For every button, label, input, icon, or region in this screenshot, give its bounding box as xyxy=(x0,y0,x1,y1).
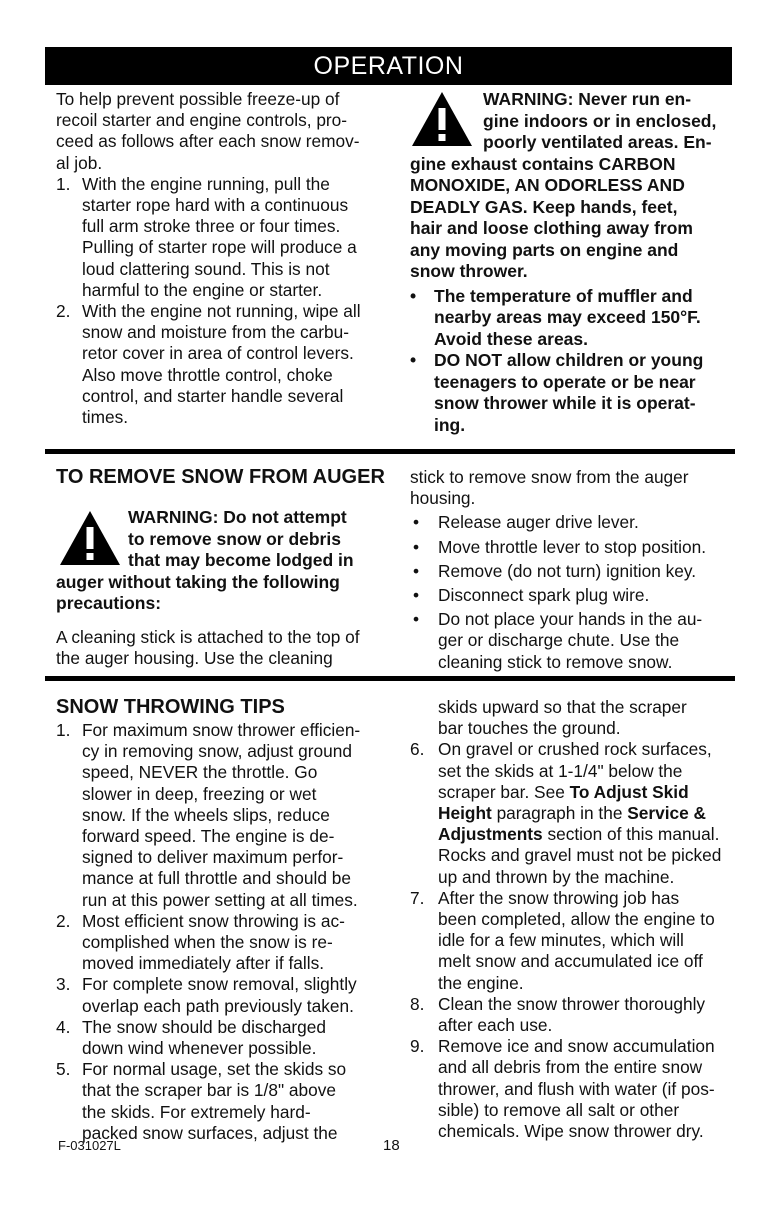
list-item: 6. On gravel or crushed rock surfaces, set the skids at 1-1/4" below the scraper bar. See To Adjust Skid Height paragraph in the Service & Adjustments section of this manual. Rocks and gravel must not be picked up and thrown by the machine. xyxy=(410,739,722,887)
document-code: F-031027L xyxy=(58,1138,121,1153)
freeze-section xyxy=(56,89,396,428)
list-item: 3. For complete snow removal, slightly overlap each path previously taken. xyxy=(56,974,357,1016)
auger-col2: stick to remove snow from the auger housing. • Release auger drive lever. • Move throttle lever to stop position. • Remove (do not turn) ignition key. • Disconnect spark plug wire. • Do not place your hands in the au- ger or discharge chute. Use the cleaning stick to remove snow. xyxy=(410,467,740,673)
warning-auger: WARNING: Do not attempt to remove snow or debris that may become lodged in auger without taking the following precautions: xyxy=(56,507,354,613)
list-item: 8. Clean the snow thrower thoroughly after each use. xyxy=(410,993,706,1036)
tips-left xyxy=(56,720,396,1144)
list-item: • Remove (do not turn) ignition key. xyxy=(413,560,697,581)
list-item: 2. Most efficient snow throwing is ac- complished when the snow is re- moved immediately after if falls. xyxy=(56,910,345,974)
list-item: 1. For maximum snow thrower efficien- cy in removing snow, adjust ground speed, NEVER the throttle. Go slower in deep, freezing or wet snow. If the wheels slips, reduce forward speed. The engine is de- signed to deliver maximum perfor- mance at full throttle and should be run at this power setting at all times. xyxy=(56,720,361,910)
page-number: 18 xyxy=(383,1137,400,1154)
freeze-steps xyxy=(56,174,396,428)
auger-paragraph: A cleaning stick is attached to the top of the auger housing. Use the cleaning xyxy=(56,627,360,669)
warning-engine: WARNING: Never run en- gine indoors or in enclosed, poorly ventilated areas. En- gine exhaust contains CARBON MONOXIDE, AN ODORLESS AND DEADLY GAS. Keep hands, feet, hair and loose clothing away from any moving parts on engine and snow thrower. • The temperature of muffler and nearby areas may exceed 150°F. Avoid these areas. • DO NOT allow children or young teenagers to operate or be near snow thrower while it is operat- ing. xyxy=(410,89,740,436)
list-item: 2. With the engine not running, wipe all snow and moisture from the carbu- retor cover in area of control levers. Also move throttle control, choke control, and starter handle several times. xyxy=(56,301,361,428)
list-item: 9. Remove ice and snow accumulation and all debris from the entire snow thrower, and flush with water (if pos- sible) to remove all salt or other chemicals. Wipe snow thrower dry. xyxy=(410,1036,715,1142)
list-item: • DO NOT allow children or young teenagers to operate or be near snow thrower while it is operat- ing. xyxy=(410,350,704,435)
auger-bullets xyxy=(410,512,740,672)
list-item: • Release auger drive lever. xyxy=(413,512,639,533)
freeze-intro: To help prevent possible freeze-up of recoil starter and engine controls, pro- ceed as follows after each snow remov- al job. xyxy=(56,89,360,173)
tips-continued: skids upward so that the scraper bar touches the ground. xyxy=(438,697,687,739)
list-item: • Disconnect spark plug wire. xyxy=(413,585,650,606)
list-item: • Do not place your hands in the au- ger or discharge chute. Use the cleaning stick to remove snow. xyxy=(413,609,703,672)
warning-bullets xyxy=(410,286,740,437)
list-item: 1. With the engine running, pull the starter rope hard with a continuous full arm stroke three or four times. Pulling of starter rope will produce a loud clattering sound. This is not harmful to the engine or starter. xyxy=(56,173,357,300)
list-item: 5. For normal usage, set the skids so that the scraper bar is 1/8" above the skids. For extremely hard- packed snow surfaces, adjust the xyxy=(56,1059,347,1143)
list-item: 7. After the snow throwing job has been completed, allow the engine to idle for a few minutes, which will melt snow and accumulated ice off the engine. xyxy=(410,887,715,993)
auger-title: TO REMOVE SNOW FROM AUGER xyxy=(56,466,385,488)
tips-title: SNOW THROWING TIPS xyxy=(56,696,285,718)
divider xyxy=(45,449,735,454)
list-item: • Move throttle lever to stop position. xyxy=(413,536,706,557)
divider xyxy=(45,676,735,681)
tips-right xyxy=(410,697,740,1142)
section-header: OPERATION xyxy=(45,47,732,85)
list-item: 4. The snow should be discharged down wind whenever possible. xyxy=(56,1016,327,1059)
list-item: • The temperature of muffler and nearby areas may exceed 150°F. Avoid these areas. xyxy=(410,285,701,349)
